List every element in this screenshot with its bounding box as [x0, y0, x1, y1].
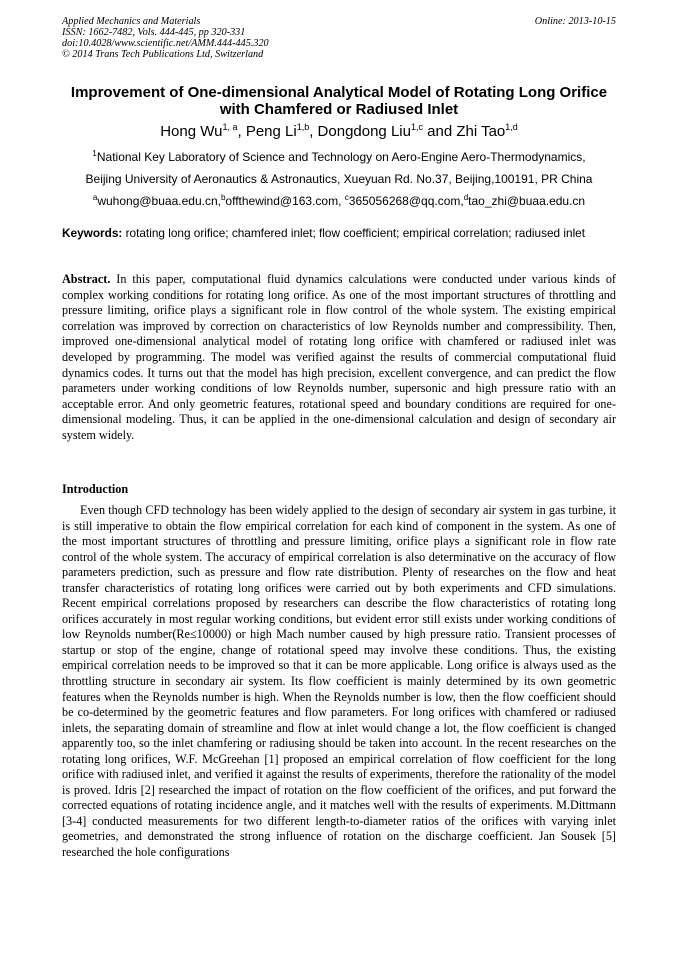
- email-mark: d: [463, 193, 469, 202]
- online-date: Online: 2013-10-15: [534, 16, 616, 27]
- author-name: Peng Li: [245, 123, 297, 140]
- keywords-block: [62, 226, 616, 240]
- issn-line: ISSN: 1662-7482, Vols. 444-445, pp 320-331: [62, 27, 246, 38]
- email-address[interactable]: 365056268@qq.com,: [348, 194, 464, 208]
- email-address[interactable]: offthewind@163.com,: [225, 194, 345, 208]
- author-affil-mark: 1, a: [222, 122, 238, 132]
- email-line: [62, 194, 616, 209]
- journal-name: Applied Mechanics and Materials: [62, 16, 201, 27]
- paper-title: Improvement of One-dimensional Analytical Model of Rotating Long Orifice with Chamfered or Radiused Inlet: [70, 84, 608, 118]
- author-affil-mark: 1,b: [296, 122, 310, 132]
- abstract-block: [62, 272, 616, 444]
- affiliation-text: National Key Laboratory of Science and Technology on Aero-Engine Aero-Thermodynamics,: [96, 150, 586, 164]
- author-name: Zhi Tao: [456, 123, 506, 140]
- author-affil-mark: 1,c: [410, 122, 423, 132]
- affiliation-line-2: Beijing University of Aeronautics & Astronautics, Xueyuan Rd. No.37, Beijing,100191, PR China: [85, 172, 593, 186]
- email-address[interactable]: tao_zhi@buaa.edu.cn: [468, 194, 586, 208]
- doi-line: doi:10.4028/www.scientific.net/AMM.444-445.320: [62, 38, 269, 49]
- copyright-line: © 2014 Trans Tech Publications Ltd, Switzerland: [62, 49, 264, 60]
- author-name: Hong Wu: [160, 123, 223, 140]
- journal-header: [62, 16, 616, 60]
- abstract-text: In this paper, computational fluid dynamics calculations were conducted under various kinds of complex working conditions for rotating long orifice. As one of the most important structures of throttling and pressure limiting, orifice plays a significant role in flow control of the whole system. The existing empirical correlation was improved by correction on characteristics of low Reynolds number and compressibility. Then, improved one-dimensional analytical model of rotating long orifice with chamfered or radiused inlet was developed by programming. The model was verified against the results of commercial computational fluid dynamics codes. It turns out that the model has high precision, excellent convergence, and can predict the flow parameters under working conditions of low Reynolds number, supersonic and high pressure ratio with an acceptable error. And only geometric features, rotational speed and boundary conditions are required for one-dimensional modeling. Thus, it can be applied in the one-dimensional calculation and design of secondary air system widely.: [62, 272, 616, 442]
- author-conjunction: and: [427, 123, 453, 140]
- author-affil-mark: 1,d: [505, 122, 518, 132]
- author-name: Dongdong Liu: [317, 123, 411, 140]
- section-heading-introduction: Introduction: [62, 482, 129, 496]
- introduction-paragraph: Even though CFD technology has been widely applied to the design of secondary air system in gas turbine, it is still imperative to obtain the flow empirical correlation for each kind of component in the system. As one of the most important structures of throttling and pressure limiting, orifice plays a significant role in flow rate control of the whole system. The accuracy of empirical correlation is also determinative on the accuracy of flow parameters prediction, such as pressure and flow rate distribution. Plenty of researches on the flow and heat transfer characteristics of rotating long orifices were carried out by both experiments and CFD simulations. Recent empirical correlations proposed by researchers can describe the flow characteristics of rotating long orifices accurately in most regular working conditions, but evident error still exists under working conditions of low Reynolds number(Re≤10000) or high Mach number caused by high pressure ratio. Transient processes of startup or stop of the engine, change of rotational speed may involve these conditions. Thus, the existing empirical correlation needs to be improved so that it can be more applicable. Long orifice is always used as the throttling structure in secondary air system. Its flow coefficient is mainly determined by its own geometric features when the Reynolds number is high. When the Reynolds number is low, then the flow coefficient should be co-determined by the geometric features and flow parameters. For long orifices with chamfered or radiused inlets, the separating domain of streamline and flow at inlet would change a lot, the flow coefficient is changed apparently too, so the inlet chamfering or radiusing should be taken into account. In the recent researches on the rotating long orifices, W.F. McGreehan [1] proposed an empirical correlation of flow coefficient for the long orifice with radiused inlet, and verified it against the results of experiments, therefore the rationality of the model is proved. Idris [2] researched the impact of rotation on the flow coefficient of the orifices, and put forward the corrected equations of rotating incidence angle, and it matches well with the results of experiments. M.Dittmann [3-4] conducted measurements for two different length-to-diameter ratios of the orifices with varying inlet geometries, and demonstrated the strong influence of rotation on the discharge coefficient. Jan Sousek [5] researched the hole configurations: [62, 503, 616, 860]
- keywords-text: rotating long orifice; chamfered inlet; flow coefficient; empirical correlation; radiused inlet: [122, 226, 586, 240]
- affiliation-line-1: [62, 150, 616, 165]
- keywords-label: Keywords:: [62, 226, 123, 240]
- affiliation-mark: 1: [92, 149, 97, 158]
- email-mark: b: [220, 193, 226, 202]
- abstract-label: Abstract.: [62, 272, 111, 286]
- email-mark: a: [92, 193, 98, 202]
- email-address[interactable]: wuhong@buaa.edu.cn,: [97, 194, 221, 208]
- author-list: Hong Wu$^{1, a}$, Peng Li$^{1,b}$, Dongdong Liu$^{1,c}$ and Zhi Tao$^{1,d}$: [160, 122, 518, 140]
- email-mark: c: [344, 193, 349, 202]
